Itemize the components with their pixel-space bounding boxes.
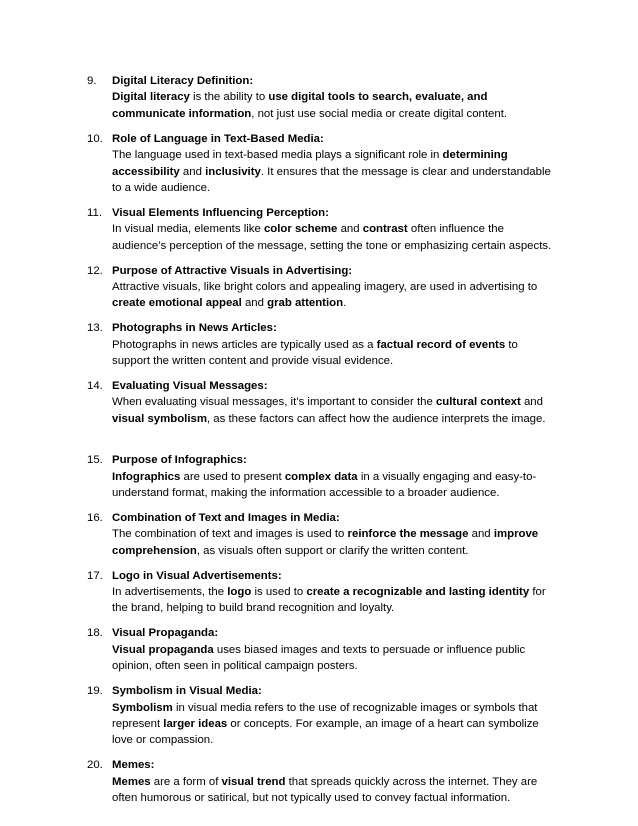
bold-term: factual record of events [376, 338, 506, 351]
bold-term: grab attention [267, 297, 344, 310]
item-description [112, 700, 557, 749]
bold-term: larger ideas [163, 717, 228, 730]
text-run: to support the written content and provide visual evidence. [112, 338, 518, 368]
item-number: 9. [87, 75, 97, 87]
text-run: . It ensures that the message is clear and understandable to a wide audience. [112, 165, 551, 194]
item-description [112, 89, 557, 122]
text-run: is used to [251, 586, 307, 599]
bold-term: Visual propaganda [112, 643, 214, 656]
bold-term: create emotional appeal [112, 297, 242, 310]
bold-term: Infographics [112, 470, 181, 483]
text-run: The language used in text-based media plays a significant role in [112, 149, 443, 162]
text-run: In visual media, elements like [112, 223, 264, 236]
item-title: Purpose of Infographics: [112, 454, 247, 467]
bold-term: Digital literacy [112, 91, 190, 104]
item-title: Symbolism in Visual Media: [112, 685, 262, 698]
text-run: is the ability to [189, 91, 269, 104]
list-item [87, 205, 557, 254]
numbered-list [87, 73, 557, 806]
item-description [112, 584, 557, 617]
text-run: that spreads quickly across the internet. They are often humorous or satirical, but not typically used to convey factual information. [112, 775, 538, 805]
text-run: are used to present [180, 470, 285, 483]
item-description [112, 337, 557, 370]
bold-term: Memes [112, 775, 151, 788]
item-title: Evaluating Visual Messages: [112, 380, 268, 392]
bold-term: create a recognizable and lasting identity [306, 586, 530, 599]
text-run: and [241, 297, 268, 310]
text-run: , as visuals often support or clarify the written content. [196, 544, 469, 557]
item-title: Visual Elements Influencing Perception: [112, 206, 329, 219]
text-run: in a visually engaging and easy-to-understand format, making the information accessible to a broader audience. [112, 470, 537, 500]
list-item [87, 378, 557, 427]
item-description [112, 774, 557, 807]
list-item [87, 757, 557, 806]
text-run: , not just use social media or create digital content. [251, 107, 508, 120]
text-run: , as these factors can affect how the audience interprets the image. [206, 412, 546, 425]
list-item [87, 625, 557, 674]
item-number: 15. [87, 454, 103, 467]
item-number: 10. [87, 132, 103, 145]
list-item [87, 568, 557, 617]
text-run: or concepts. For example, an image of a heart can symbolize love or compassion. [112, 717, 539, 747]
item-description [112, 279, 557, 312]
list-item [87, 320, 557, 369]
text-run: Photographs in news articles are typically used as a [112, 338, 377, 351]
item-number: 11. [87, 206, 102, 219]
bold-term: use digital tools to search, evaluate, and communicate information [112, 91, 488, 120]
text-run: . [343, 297, 347, 310]
text-run: In advertisements, the [112, 586, 228, 599]
bold-term: determining accessibility [112, 149, 508, 178]
item-number: 17. [87, 569, 103, 582]
item-title: Logo in Visual Advertisements: [112, 569, 282, 582]
item-title: Purpose of Attractive Visuals in Advertising: [112, 264, 353, 277]
list-item [87, 73, 557, 122]
item-description [112, 221, 557, 254]
item-title: Digital Literacy Definition: [112, 75, 254, 87]
text-run: for the brand, helping to build brand recognition and loyalty. [112, 586, 546, 615]
list-item [87, 452, 557, 501]
list-item [87, 263, 557, 312]
text-run: Attractive visuals, like bright colors and appealing imagery, are used in advertising to [112, 280, 538, 293]
text-run: The combination of text and images is used to [112, 528, 348, 541]
item-number: 16. [87, 511, 103, 524]
item-title: Memes: [112, 759, 155, 772]
bold-term: reinforce the message [347, 528, 469, 541]
bold-term: visual trend [221, 775, 286, 788]
item-title: Role of Language in Text-Based Media: [112, 132, 324, 145]
item-title: Photographs in News Articles: [112, 322, 277, 335]
text-run: and [179, 165, 206, 178]
list-item [87, 131, 557, 197]
item-description [112, 642, 557, 675]
text-run: and [520, 396, 543, 409]
item-description [112, 394, 557, 427]
item-title: Combination of Text and Images in Media: [112, 511, 340, 524]
text-run: often influence the audience’s perception of the message, setting the tone or emphasizing certain aspects. [112, 223, 552, 252]
bold-term: logo [227, 586, 252, 599]
text-run: uses biased images and texts to persuade or influence public opinion, often seen in political campaign posters. [112, 643, 526, 673]
item-description [112, 469, 557, 502]
item-number: 19. [87, 685, 103, 698]
item-number: 14. [87, 380, 103, 392]
item-description [112, 147, 557, 196]
item-number: 12. [87, 264, 103, 277]
bold-term: complex data [284, 470, 358, 483]
text-run: When evaluating visual messages, it’s important to consider the [112, 396, 436, 409]
text-run: in visual media refers to the use of recognizable images or symbols that represent [112, 701, 538, 730]
list-item [87, 510, 557, 559]
item-number: 13. [87, 322, 103, 335]
bold-term: visual symbolism [112, 412, 207, 425]
bold-term: improve comprehension [112, 528, 539, 557]
bold-term: cultural context [435, 396, 521, 409]
text-run: are a form of [150, 775, 222, 788]
list-item [87, 683, 557, 749]
text-run: and [468, 528, 494, 541]
item-number: 20. [87, 759, 103, 772]
bold-term: inclusivity [205, 165, 261, 178]
bold-term: color scheme [263, 223, 338, 236]
bold-term: contrast [362, 223, 408, 236]
item-description [112, 526, 557, 559]
item-title: Visual Propaganda: [112, 627, 219, 640]
bold-term: Symbolism [112, 701, 173, 714]
text-run: and [337, 223, 363, 236]
item-number: 18. [87, 627, 103, 640]
